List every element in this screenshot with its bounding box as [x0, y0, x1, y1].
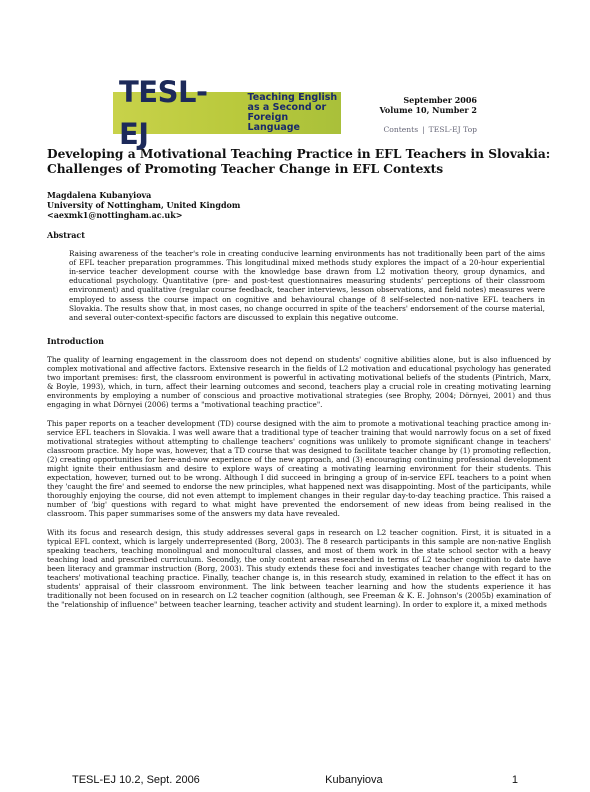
tesl-ej-logo — [113, 75, 341, 151]
contents-link[interactable]: Contents — [383, 125, 419, 134]
article-title — [47, 147, 551, 177]
author-affiliation: University of Nottingham, United Kingdom — [47, 200, 241, 210]
author-email[interactable]: <aexmk1@nottingham.ac.uk> — [47, 210, 183, 220]
footer-author: Kubanyiova — [325, 774, 383, 786]
issue-volume: Volume 10, Number 2 — [379, 105, 477, 115]
logo-subtitle — [248, 93, 341, 133]
issue-date: September 2006 — [403, 95, 477, 105]
introduction-heading: Introduction — [47, 335, 104, 346]
abstract-heading: Abstract — [47, 230, 85, 240]
article-title-line: Challenges of Promoting Teacher Change in EFL Contexts — [47, 162, 444, 176]
author-name: Magdalena Kubanyiova — [47, 190, 152, 200]
top-navigation — [383, 125, 477, 134]
footer-journal: TESL-EJ 10.2, Sept. 2006 — [72, 774, 200, 786]
logo-subtitle-line: as a Second or — [247, 102, 327, 113]
tesl-ej-top-link[interactable]: TESL-EJ Top — [428, 125, 477, 134]
body-paragraph: With its focus and research design, this study addresses several gaps in research on L2 teacher cognition. First, it is situated in a typical EFL context, which is largely underrepresented (Borg, 2003). The 8 research participants in this sample are non-native English speaking teachers, teaching monolingual and monocultural classes, and most of them work in the state school sector with a heavy teaching load and prescribed curriculum. Secondly, the only content areas researched in terms of L2 teacher cognition to date have been literacy and grammar instruction (Borg, 2003). This study extends these foci and investigates teacher change with regard to the teachers' motivational teaching practice. Finally, teacher change is, in this research study, examined in relation to the effect it has on students' appraisal of their classroom environment. The link between teacher learning and how the students experience it has traditionally not been focused on in research on L2 teacher cognition (although, see Freeman & K. E. Johnson's (2005b) examination of the "relationship of influence" between teacher learning, teacher activity and student learning). In order to explore it, a mixed methods — [47, 527, 551, 610]
body-paragraph: The quality of learning engagement in the classroom does not depend on students' cognitive abilities alone, but is also influenced by complex motivational and affective factors. Extensive research in the fields of L2 motivation and educational psychology has generated two important premises: first, the classroom environment is powerful in activating motivational beliefs of the students (Pintrich, Marx, & Boyle, 1993), which, in turn, affect their learning outcomes and second, teachers play a crucial role in creating motivating learning environments by employing a number of conscious and proactive motivational strategies (see Brophy, 2004; Dörnyei, 2001) and thus engaging in what Dörnyei (2006) terms a "motivational teaching practice". — [47, 354, 551, 410]
logo-subtitle-line: Foreign Language — [247, 112, 300, 133]
page-footer — [72, 774, 518, 786]
issue-info — [379, 95, 477, 115]
article-title-line: Developing a Motivational Teaching Practice in EFL Teachers in Slovakia: — [47, 147, 551, 161]
page-number: 1 — [511, 774, 518, 786]
body-paragraph: This paper reports on a teacher development (TD) course designed with the aim to promote a motivational teaching practice among in-service EFL teachers in Slovakia. I was well aware that a traditional type of teacher training that would narrowly focus on a set of fixed motivational strategies without attempting to challenge teachers' cognitions was unlikely to promote significant change in teachers' classroom practice. My hope was, however, that a TD course that was designed to facilitate teacher change by (1) promoting reflection, (2) creating opportunities for here-and-now experience of the new approach, and (3) encouraging continuing professional development might ignite their enthusiasm and desire to explore ways of creating a motivating learning environment for their students. This expectation, however, turned out to be wrong. Although I did succeed in bringing a group of in-service EFL teachers to a point when they 'caught the fire' and seemed to endorse the new principles, what happened next was disappointing. Most of the participants, while thoroughly enjoying the course, did not even attempt to implement changes in their regular day-to-day teaching practice. This raised a number of 'big' questions with regard to what might have prevented the endorsement of new ideas from being realised in the classroom. This paper summarises some of the answers my data have revealed. — [47, 418, 551, 519]
article-body — [47, 147, 551, 618]
author-block — [47, 190, 551, 220]
logo-text: TESL-EJ — [119, 75, 208, 151]
abstract-text: Raising awareness of the teacher's role in creating conducive learning environments has not traditionally been part of the aims of EFL teacher preparation programmes. This longitudinal mixed methods study explores the impact of a 20-hour experiential in-service teacher development course with the knowledge base drawn from L2 motivation theory, group dynamics, and educational psychology. Quantitative (pre- and post-test questionnaires measuring students' perceptions of their classroom environment) and qualitative (regular course feedback, teacher interviews, lesson observations, and field notes) measures were employed to assess the course impact on cognitive and behavioural change of 8 self-selected non-native EFL teachers in Slovakia. The results show that, in most cases, no change occurred in spite of the teachers' endorsement of the course material, and several outer-context-specific factors are discussed to explain this negative outcome. — [69, 249, 545, 322]
logo-subtitle-line: Teaching English — [247, 92, 338, 103]
link-separator: | — [422, 125, 425, 134]
